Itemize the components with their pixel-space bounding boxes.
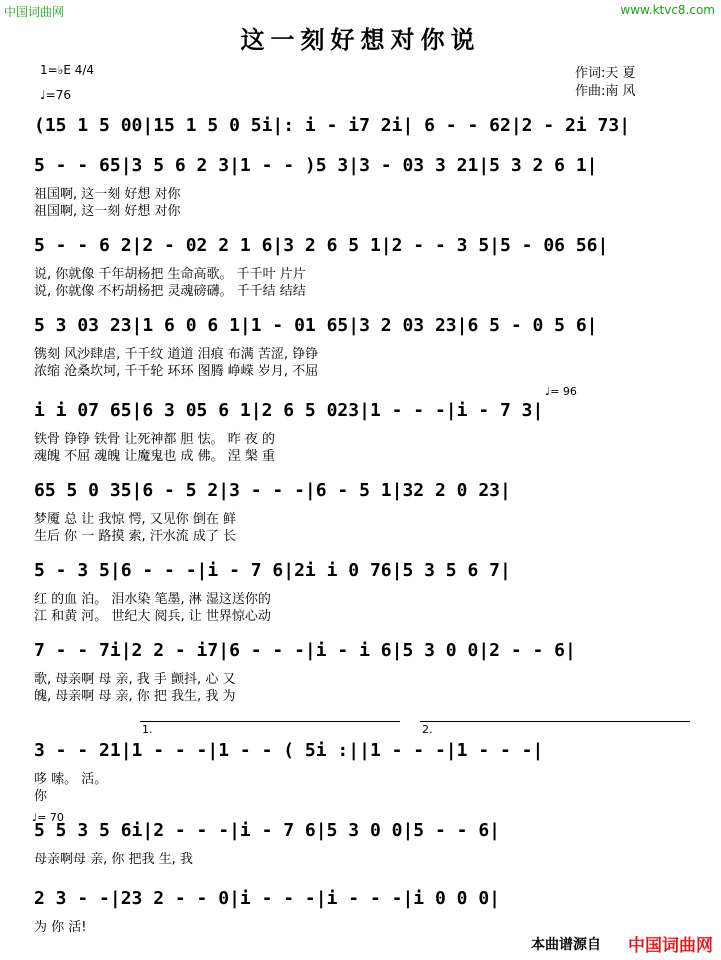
lyric-line: 江 和黄 河。 世纪大 阅兵, 让 世界惊心动 — [34, 609, 271, 624]
tempo-change-70: ♩= 70 — [32, 811, 64, 824]
footer-source-site[interactable]: 中国词曲网 — [628, 936, 713, 956]
song-title: 这一刻好想对你说 — [240, 25, 481, 54]
notation-row: 5 3 03 23|1 6 0 6 1|1 - 01 65|3 2 03 23|6 5 - 0 5 6| — [34, 315, 598, 336]
footer-source-label: 本曲谱源自 — [531, 937, 601, 953]
lyric-line: 说, 你就像 不朽胡杨把 灵魂磅礴。 千千结 结结 — [34, 284, 306, 299]
lyric-line: 你 — [34, 789, 48, 804]
tempo-marking: ♩=76 — [40, 88, 71, 102]
ending-bracket-2 — [420, 721, 690, 722]
notation-row: (15 1 5 00|15 1 5 0 5i|: i - i7 2i| 6 - - 62|2 - 2i 73| — [34, 115, 631, 136]
notation-row: 65 5 0 35|6 - 5 2|3 - - -|6 - 5 1|32 2 0 23| — [34, 480, 511, 501]
site-url-right[interactable]: www.ktvc8.com — [620, 3, 715, 17]
lyric-line: 说, 你就像 千年胡杨把 生命高歌。 千千叶 片片 — [34, 267, 306, 282]
lyricist-credit: 作词:天 夏 — [575, 66, 636, 81]
lyric-line: 魂魄 不屈 魂魄 让魔鬼也 成 佛。 涅 槃 重 — [34, 449, 276, 464]
lyric-line: 铁骨 铮铮 铁骨 让死神都 胆 怯。 昨 夜 的 — [34, 432, 276, 447]
ending-bracket-1 — [140, 721, 400, 722]
notation-row: 7 - - 7i|2 2 - i7|6 - - -|i - i 6|5 3 0 0|2 - - 6| — [34, 640, 576, 661]
tempo-change-96: ♩= 96 — [545, 385, 577, 398]
lyric-line: 为 你 活! — [34, 920, 87, 935]
lyric-line: 红 的血 泊。 泪水染 笔墨, 淋 湿这送你的 — [34, 592, 271, 607]
composer-credit: 作曲:南 风 — [575, 84, 636, 99]
notation-row: 5 - 3 5|6 - - -|i - 7 6|2i i 0 76|5 3 5 6 7| — [34, 560, 511, 581]
lyric-line: 镌刻 风沙肆虐, 千千纹 道道 泪痕 布满 苦涩, 铮铮 — [34, 347, 319, 362]
lyric-line: 生后 你 一 路摸 索, 汗水流 成了 长 — [34, 529, 237, 544]
notation-row: 5 - - 6 2|2 - 02 2 1 6|3 2 6 5 1|2 - - 3 5|5 - 06 56| — [34, 235, 609, 256]
lyric-line: 祖国啊, 这一刻 好想 对你 — [34, 187, 181, 202]
lyric-line: 祖国啊, 这一刻 好想 对你 — [34, 204, 181, 219]
lyric-line: 母亲啊母 亲, 你 把我 生, 我 — [34, 852, 193, 867]
lyric-line: 哆 嗦。 活。 — [34, 772, 108, 787]
notation-row: 2 3 - -|23 2 - - 0|i - - -|i - - -|i 0 0 0| — [34, 888, 500, 909]
notation-row: 3 - - 21|1 - - -|1 - - ( 5i :||1 - - -|1 - - -| — [34, 740, 544, 761]
key-signature: 1=♭E 4/4 — [40, 63, 95, 77]
lyric-line: 歌, 母亲啊 母 亲, 我 手 颤抖, 心 又 — [34, 672, 236, 687]
lyric-line: 梦魇 总 让 我惊 愕, 又见你 倒在 鲜 — [34, 512, 237, 527]
site-logo-left[interactable]: 中国词曲网 — [4, 5, 65, 19]
notation-row: i i 07 65|6 3 05 6 1|2 6 5 023|1 - - -|i - 7 3| — [34, 400, 544, 421]
notation-row: 5 - - 65|3 5 6 2 3|1 - - )5 3|3 - 03 3 21|5 3 2 6 1| — [34, 155, 598, 176]
ending-1-mark: 1. — [142, 723, 153, 736]
notation-row: 5 5 3 5 6i|2 - - -|i - 7 6|5 3 0 0|5 - - 6| — [34, 820, 500, 841]
ending-2-mark: 2. — [422, 723, 433, 736]
lyric-line: 魄, 母亲啊 母 亲, 你 把 我生, 我 为 — [34, 689, 236, 704]
lyric-line: 浓缩 沧桑坎坷, 千千轮 环环 图腾 峥嵘 岁月, 不屈 — [34, 364, 319, 379]
